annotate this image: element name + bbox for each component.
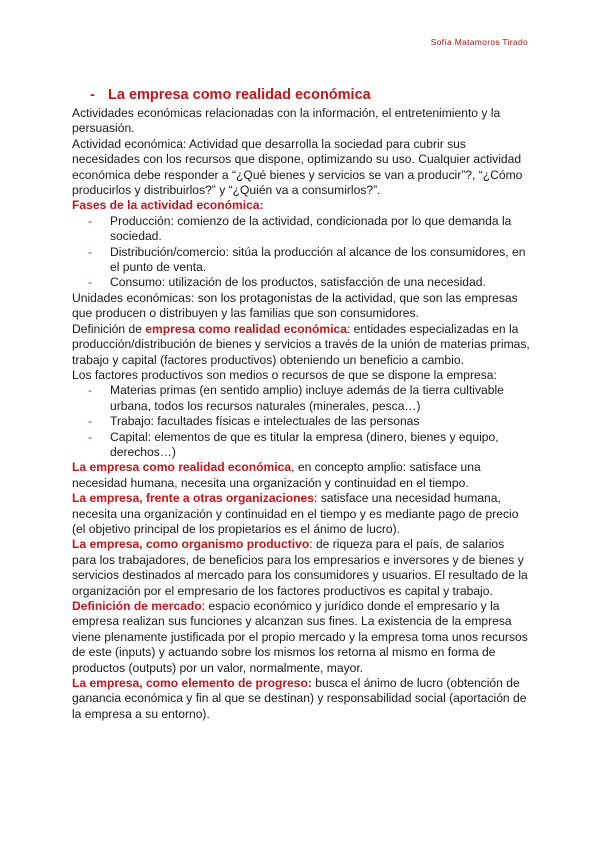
section-realidad [72, 460, 530, 491]
fases-item-consumo: - Consumo: utilización de los productos, satisfacción de una necesidad. [72, 275, 530, 290]
factores-intro: Los factores productivos son medios o recursos de que se dispone la empresa: [72, 367, 497, 382]
section-title [90, 86, 530, 104]
document-body [72, 86, 530, 722]
fases-list [72, 214, 530, 291]
section-progreso [72, 676, 530, 722]
section-realidad-lead: La empresa como realidad económica [72, 460, 292, 475]
section-mercado-text: : espacio económico y jurídico donde el empresario y la empresa realizan sus funciones y alcanzan sus fines. La existencia de la empresa viene plenamente justificada por el propio mercado y la empresa toma unos recursos de este (inputs) y actuando sobre los mismos los retorna al mismo en forma de productos (outputs) por un valor, normalmente, mayor. [72, 599, 528, 675]
section-realidad-text: , en concepto amplio: satisface una necesidad humana, necesita una organización y continuidad en el tiempo. [72, 460, 481, 490]
factores-item-materias: - Materias primas (en sentido amplio) incluye además de la tierra cultivable urbana, todos los recursos naturales (minerales, pesca…) [72, 383, 530, 414]
fases-item-produccion: - Producción: comienzo de la actividad, condicionada por lo que demanda la sociedad. [72, 214, 530, 245]
factores-list [72, 383, 530, 460]
author-name: Sofía Matamoros Tirado [430, 37, 528, 47]
section-organismo [72, 537, 530, 599]
fases-heading: Fases de la actividad económica: [72, 198, 264, 213]
factores-item-capital: - Capital: elementos de que es titular la empresa (dinero, bienes y equipo, derechos…) [72, 430, 530, 461]
definicion-text: : entidades especializadas en la producción/distribución de bienes y servicios a través de la unión de materias primas, trabajo y capital (factores productivos) obteniendo un beneficio a cambio. [72, 321, 530, 367]
section-organizaciones-lead: La empresa, frente a otras organizaciones [72, 491, 314, 506]
section-mercado [72, 599, 530, 676]
section-mercado-lead: Definición de mercado [72, 599, 202, 613]
intro-paragraph-1: Actividades económicas relacionadas con la información, el entretenimiento y la persuasión. [72, 106, 501, 136]
section-organismo-text: : de riqueza para el país, de salarios para los trabajadores, de beneficios para los empresarios e inversores y de bienes y servicios destinados al mercado para los consumidores y usuarios. El resultado de la organización por el empresario de los factores productivos es capital y trabajo. [72, 537, 528, 598]
section-organizaciones [72, 491, 530, 537]
definicion-pre: Definición de [72, 321, 146, 336]
fases-item-distribucion: - Distribución/comercio: sitúa la producción al alcance de los consumidores, en el punto de venta. [72, 245, 530, 276]
title-text: La empresa como realidad económica [108, 87, 371, 103]
definicion-term: empresa como realidad económica [145, 321, 347, 336]
section-progreso-text: busca el ánimo de lucro (obtención de ganancia económica y fin al que se destinan) y responsabilidad social (aportación de la empresa a su entorno). [72, 676, 527, 721]
definicion-paragraph [72, 322, 530, 368]
section-organizaciones-text: : satisface una necesidad humana, necesita una organización y continuidad en el tiempo y es mediante pago de precio (el objetivo principal de los propietarios es el ánimo de lucro). [72, 491, 519, 536]
section-organismo-lead: La empresa, como organismo productivo [72, 537, 310, 552]
title-dash: - [90, 87, 95, 103]
intro-paragraph-2: Actividad económica: Actividad que desarrolla la sociedad para cubrir sus necesidades con los recursos que dispone, optimizando su uso. Cualquier actividad económica debe responder a “¿Qué bienes y servicios se van a producir”?, “¿Cómo producirlos y distribuirlos?” y “¿Quién va a consumirlos?”. [72, 136, 523, 198]
factores-item-trabajo: - Trabajo: facultades físicas e intelectuales de las personas [72, 414, 530, 429]
unidades-paragraph: Unidades económicas: son los protagonistas de la actividad, que son las empresas que producen o distribuyen y las familias que son consumidores. [72, 290, 518, 321]
section-progreso-lead: La empresa, como elemento de progreso: [72, 676, 312, 691]
